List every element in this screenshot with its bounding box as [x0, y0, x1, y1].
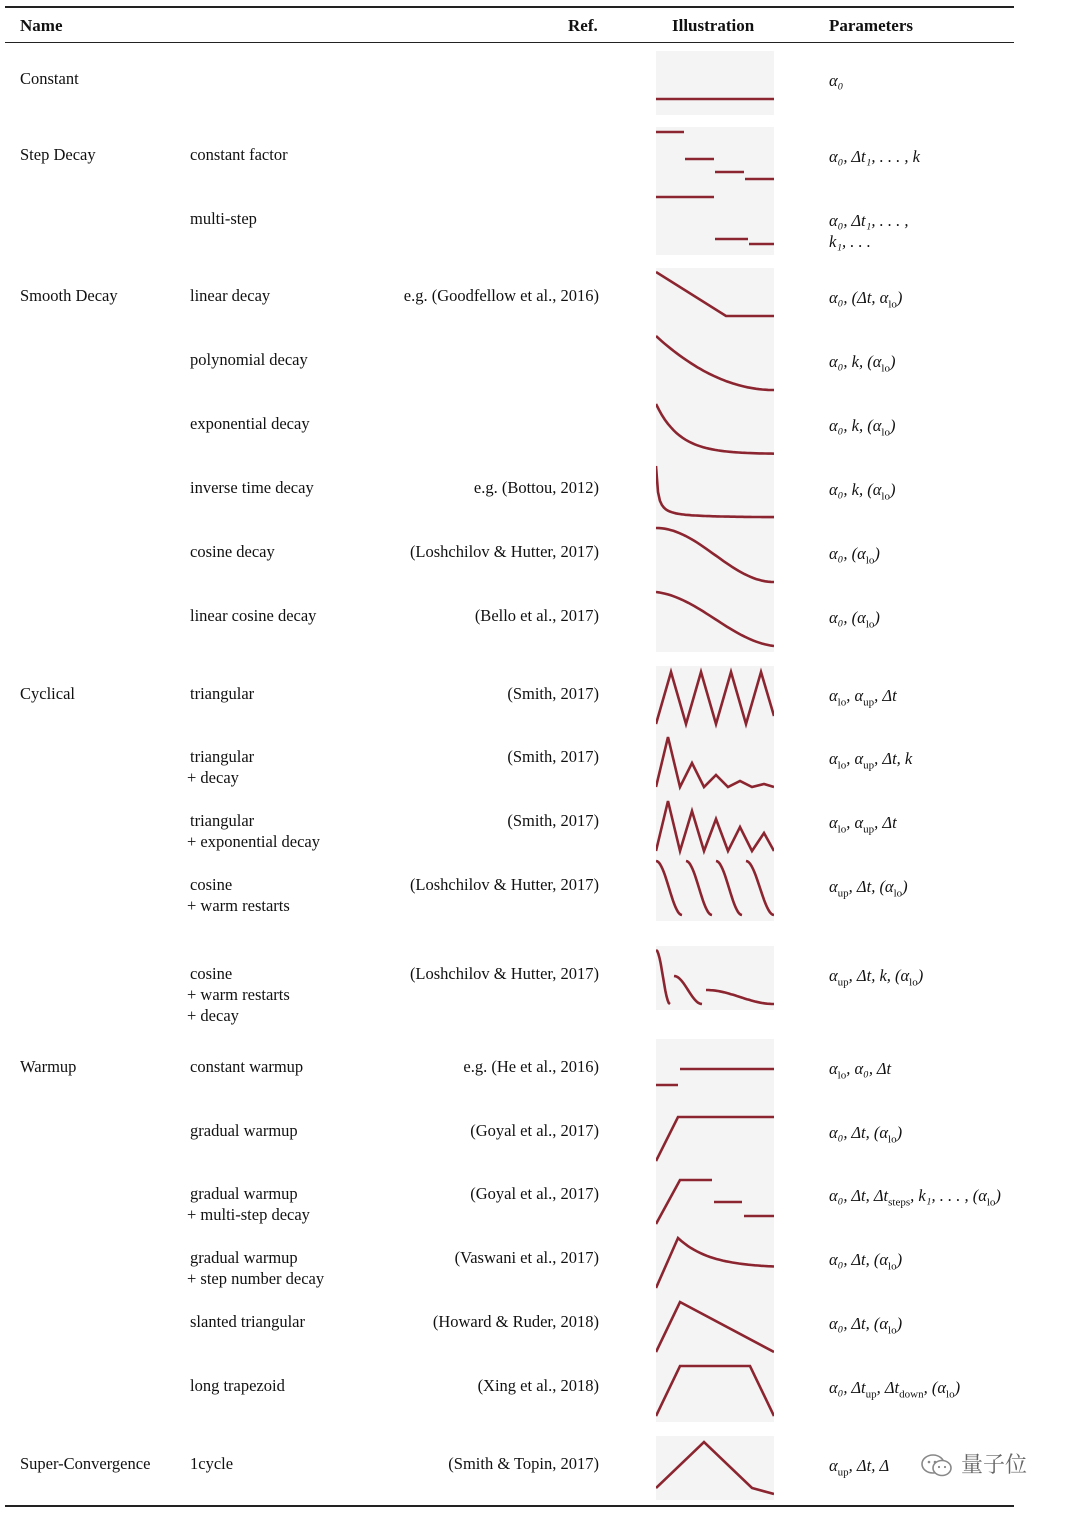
curve-segment: [656, 404, 774, 454]
row-name: cosine: [190, 964, 233, 983]
row-params: α₀, Δt, $(\alpha_{lo})$: [829, 1250, 903, 1273]
header-ref: Ref.: [568, 16, 598, 35]
row-params: α₀, $\Delta t_{up}$, $\Delta t_{down}$, $(\alpha_{lo})$: [829, 1378, 961, 1401]
row-illustration: [656, 524, 774, 588]
row-params: α₀: [829, 71, 844, 90]
curve-segment: [656, 1238, 774, 1288]
row-name: + decay: [187, 768, 239, 787]
row-illustration: [656, 1039, 774, 1103]
row-name: multi-step: [190, 209, 257, 228]
schedule-curve: [656, 268, 774, 332]
row-name: triangular: [190, 747, 255, 766]
row-params: $\alpha_{up}$, Δt, $(\alpha_{lo})$: [829, 877, 908, 900]
schedule-curve: [656, 1166, 774, 1230]
curve-segment: [656, 737, 774, 787]
header-name: Name: [20, 16, 63, 35]
row-name: + multi-step decay: [187, 1205, 310, 1224]
group-cyclical: Cyclical: [20, 684, 75, 703]
row-name: + decay: [187, 1006, 239, 1025]
row-ref: (Bello et al., 2017): [474, 606, 599, 625]
row-params: $\alpha_{lo}$, $\alpha_{up}$, Δt, k: [829, 749, 913, 772]
schedule-curve: [656, 460, 774, 524]
curve-segment: [746, 861, 774, 915]
row-ref: (Xing et al., 2018): [477, 1376, 599, 1395]
schedule-curve: [656, 729, 774, 793]
row-params: α₀, (Δt, $\alpha_{lo}$): [829, 288, 903, 311]
schedule-curve: [656, 1039, 774, 1103]
row-illustration: [656, 588, 774, 652]
row-name: gradual warmup: [190, 1248, 298, 1267]
curve-segment: [706, 990, 774, 1004]
row-params: α₀, k, $(\alpha_{lo})$: [829, 352, 896, 375]
schedule-curve: [656, 1436, 774, 1500]
row-name: polynomial decay: [190, 350, 308, 369]
schedule-curve: [656, 127, 774, 191]
row-illustration: [656, 1436, 774, 1500]
schedule-curve: [656, 332, 774, 396]
row-ref: (Smith, 2017): [507, 684, 599, 703]
row-illustration: [656, 127, 774, 191]
row-name: cosine decay: [190, 542, 275, 561]
schedule-curve: [656, 524, 774, 588]
row-illustration: [656, 268, 774, 332]
row-name: 1cycle: [190, 1454, 234, 1473]
row-illustration: [656, 51, 774, 115]
row-name: linear cosine decay: [190, 606, 317, 625]
row-params: $\alpha_{up}$, Δt, Δ: [829, 1456, 890, 1479]
header-rule: [5, 42, 1014, 43]
row-ref: (Smith, 2017): [507, 811, 599, 830]
group-constant: Constant: [20, 69, 79, 88]
row-illustration: [656, 191, 774, 255]
schedule-curve: [656, 793, 774, 857]
row-ref: (Loshchilov & Hutter, 2017): [409, 875, 599, 894]
curve-segment: [656, 466, 774, 517]
curve-segment: [656, 950, 670, 1004]
curve-segment: [656, 592, 774, 646]
header-parameters: Parameters: [829, 16, 914, 35]
row-ref: e.g. (Goodfellow et al., 2016): [403, 286, 599, 305]
schedule-curve: [656, 588, 774, 652]
row-ref: (Howard & Ruder, 2018): [432, 1312, 599, 1331]
wechat-icon: [920, 1453, 954, 1479]
row-params: α₀, Δt, $(\alpha_{lo})$: [829, 1314, 903, 1337]
top-rule: [5, 6, 1014, 8]
row-ref: e.g. (Bottou, 2012): [473, 478, 599, 497]
watermark: [920, 1448, 1027, 1479]
group-super-convergence: Super-Convergence: [20, 1454, 151, 1473]
curve-segment: [656, 272, 774, 316]
row-illustration: [656, 793, 774, 857]
group-smooth-decay: Smooth Decay: [20, 286, 118, 305]
row-name: cosine: [190, 875, 233, 894]
schedule-curve: [656, 51, 774, 115]
row-illustration: [656, 666, 774, 730]
schedule-curve: [656, 666, 774, 730]
row-illustration: [656, 1166, 774, 1230]
row-params: α₀, Δt₁, . . . ,: [829, 211, 909, 230]
row-ref: e.g. (He et al., 2016): [463, 1057, 599, 1076]
row-params: $\alpha_{up}$, Δt, k, $(\alpha_{lo})$: [829, 966, 924, 989]
row-illustration: [656, 332, 774, 396]
row-params: α₀, Δt, $(\alpha_{lo})$: [829, 1123, 903, 1146]
curve-segment: [656, 1117, 774, 1161]
row-ref: (Goyal et al., 2017): [470, 1184, 599, 1203]
row-ref: (Goyal et al., 2017): [470, 1121, 599, 1140]
row-illustration: [656, 857, 774, 921]
row-name: + step number decay: [187, 1269, 325, 1288]
curve-segment: [656, 1180, 712, 1224]
row-illustration: [656, 1230, 774, 1294]
row-name: gradual warmup: [190, 1184, 298, 1203]
schedule-curve: [656, 1358, 774, 1422]
curve-segment: [656, 672, 774, 724]
row-name: inverse time decay: [190, 478, 314, 497]
row-illustration: [656, 946, 774, 1010]
schedule-curve: [656, 946, 774, 1010]
row-params: $\alpha_{lo}$, $\alpha_{up}$, Δt: [829, 813, 897, 836]
row-params: α₀, Δt₁, . . . , k: [829, 147, 920, 166]
row-params: k₁, . . .: [829, 232, 871, 251]
row-ref: (Loshchilov & Hutter, 2017): [409, 542, 599, 561]
row-ref: (Vaswani et al., 2017): [454, 1248, 599, 1267]
row-name: long trapezoid: [190, 1376, 285, 1395]
row-illustration: [656, 1103, 774, 1167]
schedule-curve: [656, 191, 774, 255]
curve-segment: [656, 1442, 774, 1494]
schedule-curve: [656, 1230, 774, 1294]
curve-segment: [656, 528, 774, 582]
schedule-curve: [656, 1103, 774, 1167]
curve-segment: [656, 336, 774, 390]
watermark-text: 量子位: [961, 1453, 1028, 1478]
row-ref: (Loshchilov & Hutter, 2017): [409, 964, 599, 983]
row-params: α₀, Δt, $\Delta t_{steps}$, k₁, . . . , $(\alpha_{lo})$: [829, 1186, 1001, 1209]
row-params: α₀, k, $(\alpha_{lo})$: [829, 416, 896, 439]
row-name: + warm restarts: [187, 896, 290, 915]
row-ref: (Smith & Topin, 2017): [448, 1454, 599, 1473]
row-illustration: [656, 460, 774, 524]
bottom-rule: [5, 1505, 1014, 1507]
row-params: α₀, k, $(\alpha_{lo})$: [829, 480, 896, 503]
row-ref: (Smith, 2017): [507, 747, 599, 766]
curve-segment: [656, 1302, 774, 1352]
row-name: slanted triangular: [190, 1312, 306, 1331]
row-illustration: [656, 396, 774, 460]
row-params: α₀, $(\alpha_{lo})$: [829, 544, 880, 567]
curve-segment: [656, 861, 682, 915]
curve-segment: [674, 976, 702, 1004]
curve-segment: [656, 1366, 774, 1416]
curve-segment: [716, 861, 742, 915]
group-warmup: Warmup: [20, 1057, 77, 1076]
schedule-curve: [656, 396, 774, 460]
row-name: exponential decay: [190, 414, 310, 433]
row-illustration: [656, 729, 774, 793]
row-illustration: [656, 1294, 774, 1358]
row-name: + warm restarts: [187, 985, 290, 1004]
row-name: triangular: [190, 811, 255, 830]
curve-segment: [656, 801, 774, 851]
schedule-curve: [656, 857, 774, 921]
row-name: + exponential decay: [187, 832, 320, 851]
row-name: constant factor: [190, 145, 288, 164]
row-illustration: [656, 1358, 774, 1422]
row-name: linear decay: [190, 286, 271, 305]
row-params: $\alpha_{lo}$, α₀, Δt: [829, 1059, 892, 1082]
schedule-curve: [656, 1294, 774, 1358]
row-params: α₀, $(\alpha_{lo})$: [829, 608, 880, 631]
row-name: triangular: [190, 684, 255, 703]
row-params: $\alpha_{lo}$, $\alpha_{up}$, Δt: [829, 686, 897, 709]
row-name: constant warmup: [190, 1057, 304, 1076]
curve-segment: [686, 861, 712, 915]
row-name: gradual warmup: [190, 1121, 298, 1140]
group-step-decay: Step Decay: [20, 145, 96, 164]
header-illustration: Illustration: [672, 16, 755, 35]
